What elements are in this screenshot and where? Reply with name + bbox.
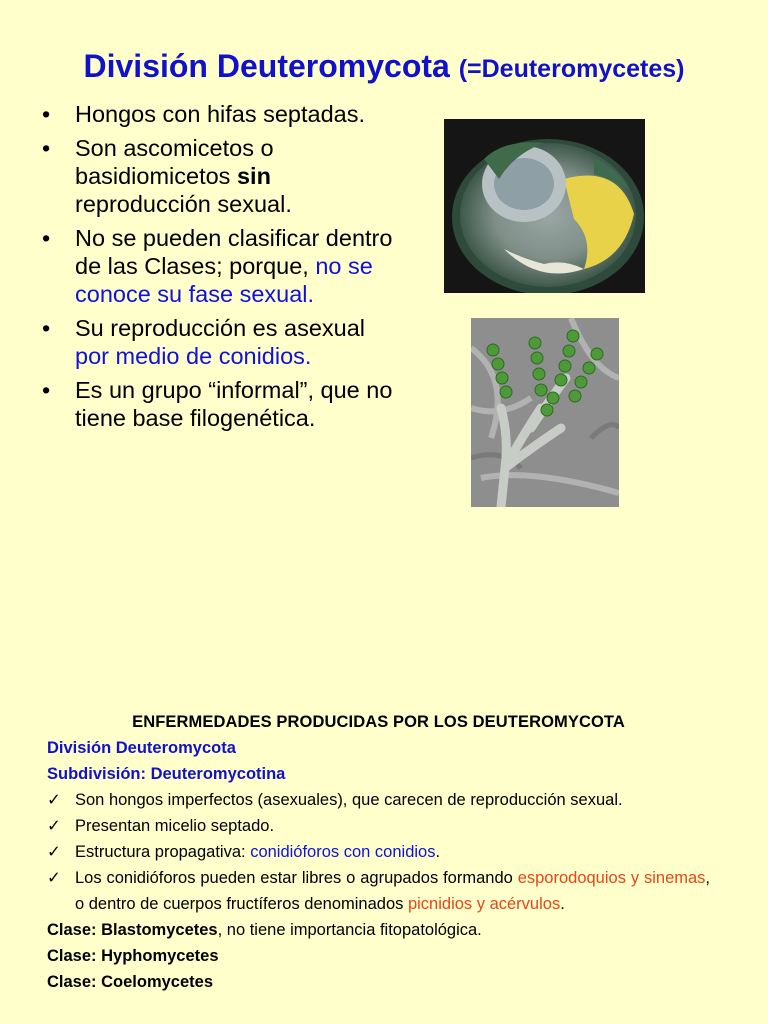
page-title <box>0 46 768 89</box>
checkmark-icon: ✓ <box>47 842 61 861</box>
fungal-colony-photo <box>444 119 645 293</box>
bullet-item: • Su reproducción es asexual por medio de conidios. <box>42 314 402 370</box>
bullet-item: • Es un grupo “informal”, que no tiene base filogenética. <box>42 376 402 432</box>
division-label: División Deuteromycota <box>47 739 236 757</box>
section-heading: ENFERMEDADES PRODUCIDAS POR LOS DEUTEROMYCOTA <box>132 713 625 731</box>
title-sub: (=Deuteromycetes) <box>458 55 685 83</box>
check-item: ✓ Los conidióforos pueden estar libres o agrupados formando esporodoquios y sinemas, o dentro de cuerpos fructíferos denominados picnidios y acérvulos. <box>47 865 710 917</box>
check-item: ✓ Estructura propagativa: conidióforos con conidios. <box>47 839 710 865</box>
bullet-item: • No se pueden clasificar dentro de las Clases; porque, no se conoce su fase sexual. <box>42 224 402 308</box>
checkmark-icon: ✓ <box>47 868 61 887</box>
conidiophore-micrograph <box>471 318 619 507</box>
bullet-list <box>42 100 402 438</box>
bullet-item: • Son ascomicetos o basidiomicetos sin reproducción sexual. <box>42 134 402 218</box>
subdivision-label: Subdivisión: Deuteromycotina <box>47 765 286 783</box>
checkmark-icon: ✓ <box>47 816 61 835</box>
checkmark-icon: ✓ <box>47 790 61 809</box>
check-item: ✓ Son hongos imperfectos (asexuales), que carecen de reproducción sexual. <box>47 787 710 813</box>
class-line: Clase: Coelomycetes <box>47 973 214 991</box>
check-item: ✓ Presentan micelio septado. <box>47 813 710 839</box>
title-main: División Deuteromycota <box>83 48 450 84</box>
class-line: Clase: Blastomycetes, no tiene importancia fitopatológica. <box>47 921 482 939</box>
diseases-section <box>47 709 710 995</box>
class-line: Clase: Hyphomycetes <box>47 947 219 965</box>
bullet-item: • Hongos con hifas septadas. <box>42 100 402 128</box>
